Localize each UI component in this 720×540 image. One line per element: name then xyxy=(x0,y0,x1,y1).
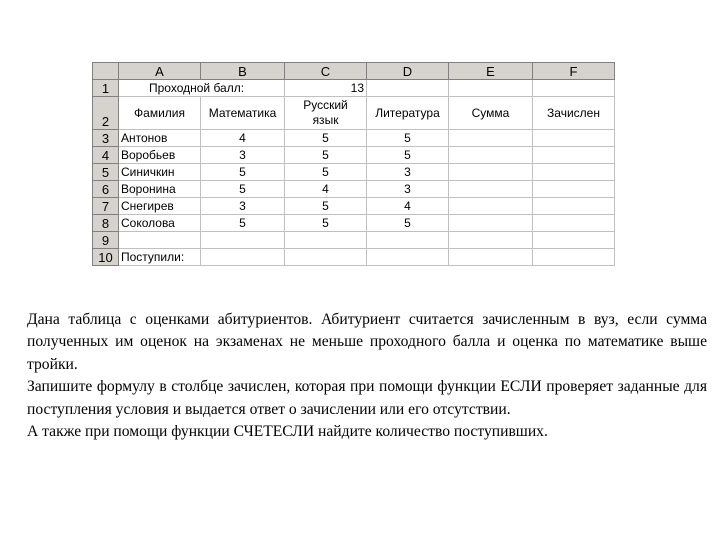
math-score[interactable]: 4 xyxy=(201,130,285,147)
row-header[interactable]: 7 xyxy=(93,198,119,215)
task-paragraph-intro: Дана таблица с оценками абитуриентов. Абитуриент считается зачисленным в вуз, если сумма полученных им оценок на экзаменах не меньше проходного балла и оценка по математике выше тройки. xyxy=(27,311,707,373)
table-row xyxy=(93,80,615,97)
column-header-c[interactable]: C xyxy=(285,63,367,80)
header-russian[interactable]: Русский язык xyxy=(285,97,367,130)
cell[interactable] xyxy=(533,249,615,266)
math-score[interactable]: 3 xyxy=(201,198,285,215)
row-header[interactable]: 6 xyxy=(93,181,119,198)
row-header[interactable]: 1 xyxy=(93,80,119,97)
admitted-count-label[interactable]: Поступили: xyxy=(119,249,201,266)
student-name[interactable]: Воронина xyxy=(119,181,201,198)
enrolled-cell[interactable] xyxy=(533,198,615,215)
column-header-f[interactable]: F xyxy=(533,63,615,80)
row-header[interactable]: 4 xyxy=(93,147,119,164)
table-row xyxy=(93,232,615,249)
russian-score[interactable]: 5 xyxy=(285,164,367,181)
russian-score[interactable]: 5 xyxy=(285,147,367,164)
row-header[interactable]: 2 xyxy=(93,97,119,130)
student-name[interactable]: Антонов xyxy=(119,130,201,147)
passing-score-label[interactable]: Проходной балл: xyxy=(119,80,285,97)
student-name[interactable]: Воробьев xyxy=(119,147,201,164)
literature-score[interactable]: 4 xyxy=(367,198,449,215)
cell[interactable] xyxy=(449,249,533,266)
literature-score[interactable]: 3 xyxy=(367,181,449,198)
task-text xyxy=(27,309,707,443)
row-header[interactable]: 9 xyxy=(93,232,119,249)
row-header[interactable]: 3 xyxy=(93,130,119,147)
cell[interactable] xyxy=(367,232,449,249)
column-header-d[interactable]: D xyxy=(367,63,449,80)
cell[interactable] xyxy=(367,249,449,266)
student-name[interactable]: Соколова xyxy=(119,215,201,232)
russian-score[interactable]: 5 xyxy=(285,130,367,147)
row-header[interactable]: 8 xyxy=(93,215,119,232)
cell[interactable] xyxy=(201,232,285,249)
column-header-e[interactable]: E xyxy=(449,63,533,80)
scan-mark xyxy=(46,55,58,58)
table-row xyxy=(93,249,615,266)
literature-score[interactable]: 5 xyxy=(367,130,449,147)
sum-cell[interactable] xyxy=(449,164,533,181)
task-paragraph-count: А также при помощи функции СЧЕТЕСЛИ найдите количество поступивших. xyxy=(27,423,548,441)
sum-cell[interactable] xyxy=(449,198,533,215)
cell[interactable] xyxy=(285,232,367,249)
enrolled-cell[interactable] xyxy=(533,147,615,164)
sum-cell[interactable] xyxy=(449,147,533,164)
spreadsheet-image xyxy=(92,62,616,268)
table-row xyxy=(93,215,615,232)
enrolled-cell[interactable] xyxy=(533,164,615,181)
literature-score[interactable]: 3 xyxy=(367,164,449,181)
task-paragraph-formula: Запишите формулу в столбце зачислен, которая при помощи функции ЕСЛИ проверяет заданные для поступления условия и выдается ответ о зачислении или его отсутствии. xyxy=(27,378,707,418)
column-header-row xyxy=(93,63,615,80)
russian-score[interactable]: 5 xyxy=(285,215,367,232)
russian-score[interactable]: 5 xyxy=(285,198,367,215)
row-header[interactable]: 10 xyxy=(93,249,119,266)
cell[interactable] xyxy=(119,232,201,249)
column-header-b[interactable]: B xyxy=(201,63,285,80)
student-name[interactable]: Снегирев xyxy=(119,198,201,215)
admitted-count-cell[interactable] xyxy=(201,249,285,266)
table-row xyxy=(93,164,615,181)
russian-score[interactable]: 4 xyxy=(285,181,367,198)
header-sum[interactable]: Сумма xyxy=(449,97,533,130)
row-header[interactable]: 5 xyxy=(93,164,119,181)
literature-score[interactable]: 5 xyxy=(367,147,449,164)
sum-cell[interactable] xyxy=(449,215,533,232)
cell[interactable] xyxy=(533,80,615,97)
header-enrolled[interactable]: Зачислен xyxy=(533,97,615,130)
cell[interactable] xyxy=(367,80,449,97)
header-surname[interactable]: Фамилия xyxy=(119,97,201,130)
header-math[interactable]: Математика xyxy=(201,97,285,130)
cell[interactable] xyxy=(285,249,367,266)
table-row xyxy=(93,130,615,147)
math-score[interactable]: 5 xyxy=(201,181,285,198)
enrolled-cell[interactable] xyxy=(533,215,615,232)
math-score[interactable]: 5 xyxy=(201,215,285,232)
select-all-corner[interactable] xyxy=(93,63,119,80)
header-literature[interactable]: Литература xyxy=(367,97,449,130)
sum-cell[interactable] xyxy=(449,130,533,147)
cell[interactable] xyxy=(533,232,615,249)
sum-cell[interactable] xyxy=(449,181,533,198)
table-header-row xyxy=(93,97,615,130)
passing-score-value[interactable]: 13 xyxy=(285,80,367,97)
student-name[interactable]: Синичкин xyxy=(119,164,201,181)
enrolled-cell[interactable] xyxy=(533,181,615,198)
cell[interactable] xyxy=(449,80,533,97)
literature-score[interactable]: 5 xyxy=(367,215,449,232)
table-row xyxy=(93,147,615,164)
spreadsheet-grid xyxy=(92,62,615,266)
table-row xyxy=(93,181,615,198)
math-score[interactable]: 3 xyxy=(201,147,285,164)
math-score[interactable]: 5 xyxy=(201,164,285,181)
table-row xyxy=(93,198,615,215)
enrolled-cell[interactable] xyxy=(533,130,615,147)
column-header-a[interactable]: A xyxy=(119,63,201,80)
cell[interactable] xyxy=(449,232,533,249)
